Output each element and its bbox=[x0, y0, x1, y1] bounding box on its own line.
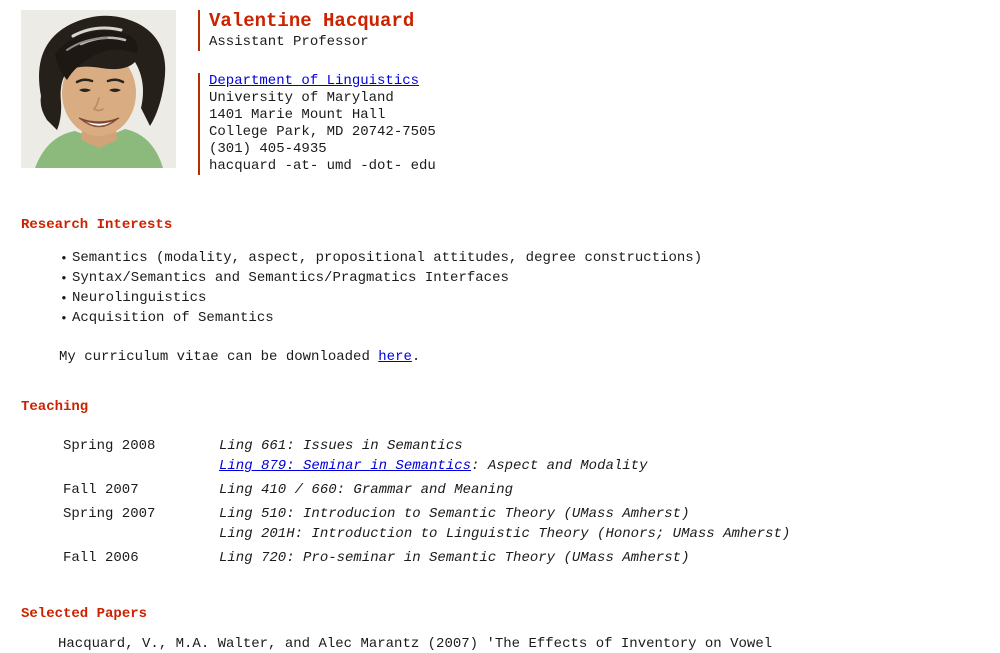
course-entry bbox=[219, 456, 790, 476]
cv-text-after: . bbox=[411, 349, 421, 365]
teaching-heading: Teaching bbox=[21, 399, 89, 415]
term-label: Fall 2006 bbox=[63, 550, 139, 566]
portrait-photo bbox=[21, 10, 176, 168]
research-interest-item: • Acquisition of Semantics bbox=[72, 309, 1000, 328]
course-list bbox=[219, 478, 790, 502]
course-entry: Ling 661: Issues in Semantics bbox=[219, 438, 463, 454]
teaching-row bbox=[63, 434, 790, 478]
course-list bbox=[219, 434, 790, 478]
cv-download-link[interactable]: here bbox=[378, 349, 412, 365]
teaching-row bbox=[63, 478, 790, 502]
name-block bbox=[198, 10, 436, 51]
teaching-row bbox=[63, 502, 790, 546]
research-interests-list bbox=[21, 249, 1000, 328]
research-interest-item: • Syntax/Semantics and Semantics/Pragmatics Interfaces bbox=[72, 269, 1000, 288]
research-interests-heading: Research Interests bbox=[21, 217, 173, 233]
research-interest-item: • Semantics (modality, aspect, propositional attitudes, degree constructions) bbox=[72, 249, 1000, 268]
course-link[interactable]: Ling 879: Seminar in Semantics bbox=[219, 458, 472, 474]
term-label: Spring 2008 bbox=[63, 438, 156, 454]
teaching-table-body bbox=[63, 434, 790, 570]
email-obfuscated: hacquard -at- umd -dot- edu bbox=[209, 158, 436, 174]
address-city: College Park, MD 20742-7505 bbox=[209, 124, 436, 140]
address-hall: 1401 Marie Mount Hall bbox=[209, 107, 386, 123]
teaching-table bbox=[63, 434, 790, 570]
department-link[interactable]: Department of Linguistics bbox=[209, 73, 420, 89]
term-label: Fall 2007 bbox=[63, 482, 139, 498]
course-entry-suffix: : Aspect and Modality bbox=[471, 458, 648, 474]
research-interest-item: • Neurolinguistics bbox=[72, 289, 1000, 308]
course-list bbox=[219, 502, 790, 546]
header-text bbox=[198, 10, 436, 175]
job-title: Assistant Professor bbox=[209, 34, 369, 50]
phone-number: (301) 405-4935 bbox=[209, 141, 327, 157]
cv-sentence bbox=[59, 349, 1000, 366]
course-entry: Ling 410 / 660: Grammar and Meaning bbox=[219, 482, 514, 498]
selected-papers-heading: Selected Papers bbox=[21, 606, 148, 622]
cv-text-before: My curriculum vitae can be downloaded bbox=[59, 349, 379, 365]
course-entry: Ling 720: Pro-seminar in Semantic Theory (UMass Amherst) bbox=[219, 550, 690, 566]
paper-citation-partial: Hacquard, V., M.A. Walter, and Alec Marantz (2007) 'The Effects of Inventory on Vowel bbox=[58, 636, 773, 652]
course-list bbox=[219, 546, 790, 570]
teaching-row bbox=[63, 546, 790, 570]
course-entry: Ling 201H: Introduction to Linguistic Theory (Honors; UMass Amherst) bbox=[219, 526, 791, 542]
term-label: Spring 2007 bbox=[63, 506, 156, 522]
page-title: Valentine Hacquard bbox=[209, 10, 415, 32]
header bbox=[21, 10, 1000, 175]
address-block bbox=[198, 73, 436, 175]
course-entry: Ling 510: Introducion to Semantic Theory (UMass Amherst) bbox=[219, 506, 690, 522]
address-university: University of Maryland bbox=[209, 90, 394, 106]
